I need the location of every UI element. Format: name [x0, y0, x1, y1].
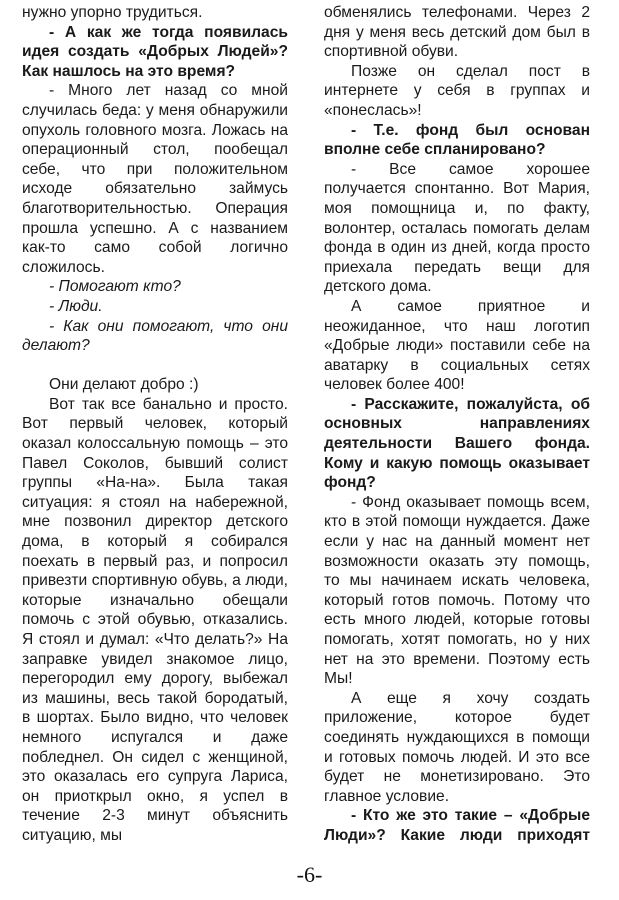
paragraph: А еще я хочу создать приложение, которое будет соединять нуждающихся в помощи и готовых помочь людей. И это все будет не монетизировано. Это главное условие.: [324, 689, 590, 805]
italic-line: - Как они помогают, что они делают?: [22, 317, 288, 355]
paragraph: - Фонд оказывает помощь всем, кто в этой помощи нуждается. Даже если у нас на данный момент нет возможности оказать эту помощь, то мы начинаем искать человека, который готов помочь. Потому что есть много людей, которые готовы помогать, хотят помогать, но у них нет на это времени. Поэтому есть Мы!: [324, 493, 590, 688]
paragraph: нужно упорно трудиться.: [22, 4, 203, 21]
interview-question: - Кто же это такие – «Добрые Люди»? Какие люди приходят: [324, 807, 590, 844]
interview-question: - Т.е. фонд был основан вполне себе спланировано?: [324, 121, 590, 159]
paragraph: обменялись телефонами. Через 2 дня у меня весь детский дом был в спортивной обуви.: [324, 4, 590, 61]
paragraph: Они делают добро :): [49, 376, 199, 394]
paragraph: Вот так все банально и просто. Вот первый человек, который оказал колоссальную помощь – это Павел Соколов, бывший солист группы «На-на». Была такая ситуация: я стоял на набережной, мне позвонил директор детского дома, в который я собирался поехать в первый раз, и попросил привезти спортивную обувь, а люди, которые изначально обещали помочь с этой обувью, отказались. Я стоял и думал: «Что делать?» На заправке увидел знакомое лицо, перегородил ему дорогу, выбежал из машины, весь такой бородатый, в шортах. Было видно, что человек немного испугался и даже побледнел. Он сидел с женщиной, это оказалась его супруга Лариса, он приоткрыл окно, я успел в течение 2-3 минут объяснить ситуацию, мы: [22, 395, 288, 844]
paragraph: - Много лет назад со мной случилась беда: у меня обнаружили опухоль головного мозга. Ложась на операционный стол, пообещал себе, что при положительном исходе обязательно займусь благотворительностью. Операция прошла успешно. А с названием как-то само собой логично сложилось.: [22, 82, 288, 276]
paragraph: - Все самое хорошее получается спонтанно. Вот Мария, моя помощница и, по факту, волонтер, осталась помогать делам фонда в один из дней, когда просто приехала передать вещи для детского дома.: [324, 160, 590, 296]
italic-line: - Помогают кто?: [49, 278, 181, 296]
right-column: [324, 3, 590, 846]
blank-line: [22, 356, 288, 376]
interview-question: - Расскажите, пожалуйста, об основных направлениях деятельности Вашего фонда. Кому и какую помощь оказывает фонд?: [324, 395, 590, 492]
interview-question: - А как же тогда появилась идея создать «Добрых Людей»? Как нашлось на это время?: [22, 23, 288, 80]
paragraph: Позже он сделал пост в интернете у себя в группах и «понеслась»!: [324, 62, 590, 119]
page-number: -6-: [296, 862, 323, 887]
paragraph: А самое приятное и неожиданное, что наш логотип «Добрые люди» поставили себе на аватарку в социальных сетях человек более 400!: [324, 297, 590, 394]
italic-line: - Люди.: [49, 297, 103, 315]
left-column: [22, 3, 288, 846]
